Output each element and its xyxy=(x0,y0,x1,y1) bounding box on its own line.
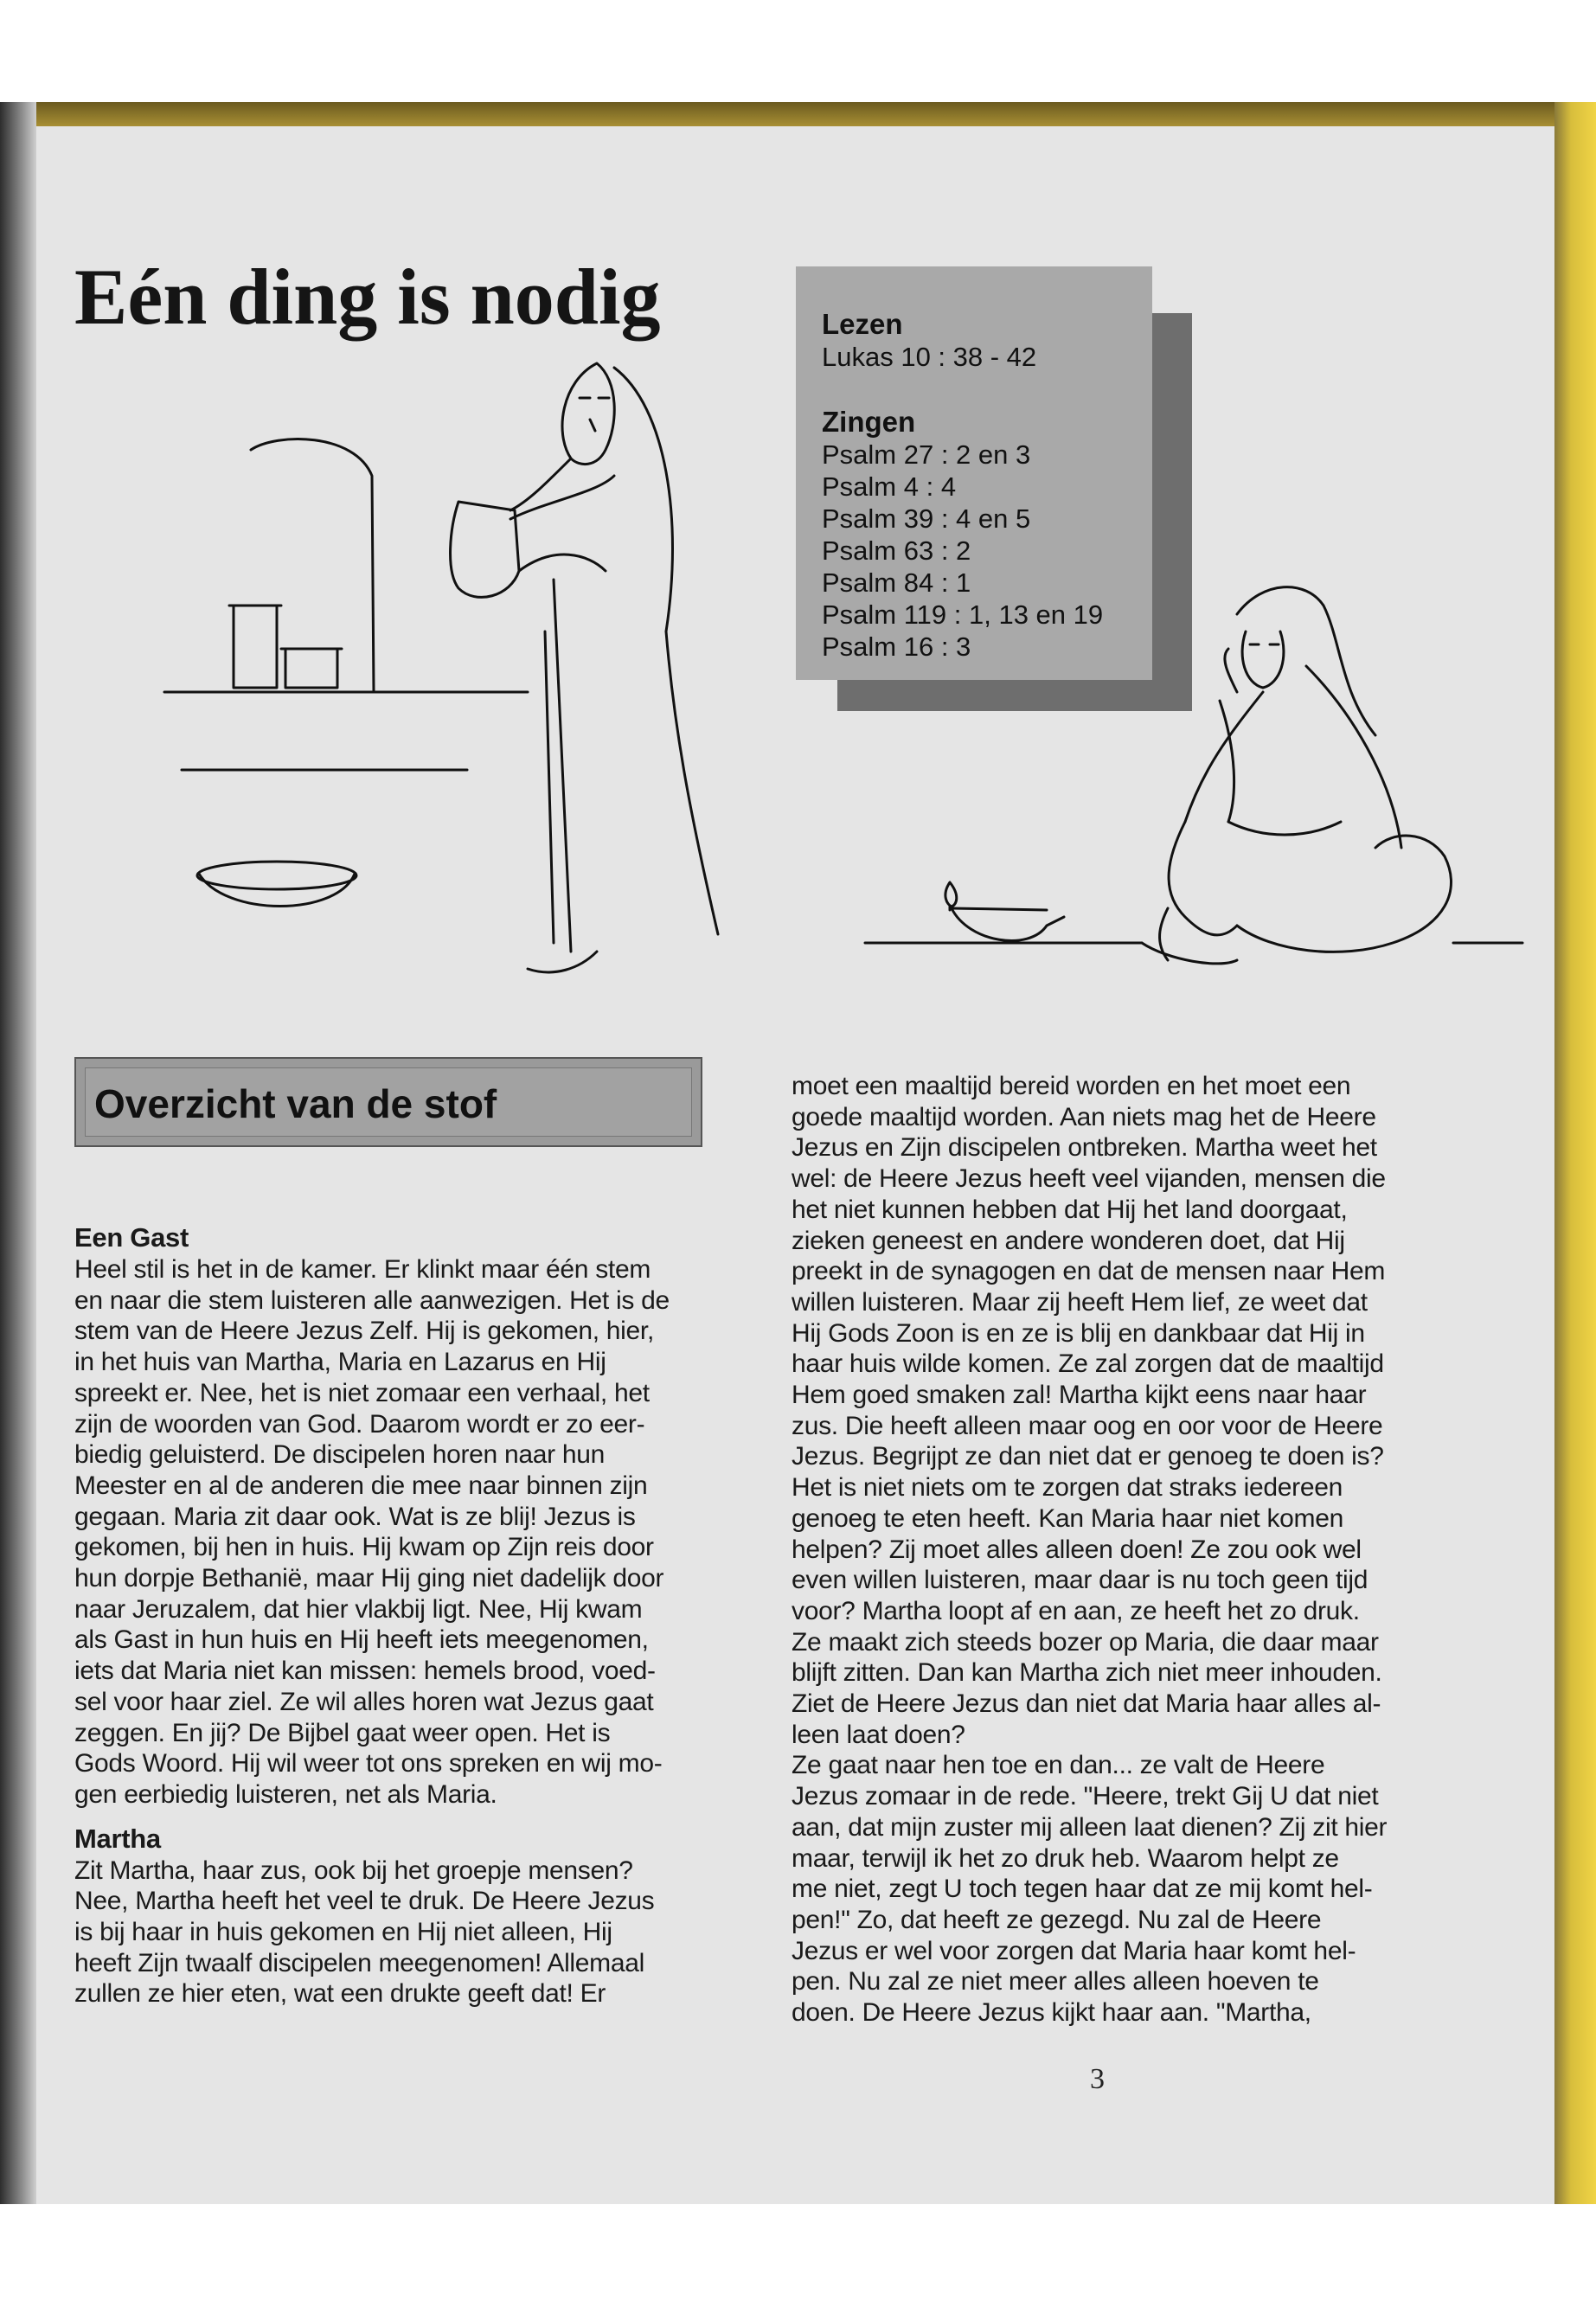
text-line: iets dat Maria niet kan missen: hemels brood, voed- xyxy=(74,1657,656,1686)
text-line: maar, terwijl ik het zo druk heb. Waarom helpt ze xyxy=(792,1843,1339,1873)
paragraph-martha xyxy=(74,1856,715,2010)
text-line: Zit Martha, haar zus, ook bij het groepje mensen? xyxy=(74,1856,633,1885)
text-line: pen!" Zo, dat heeft ze gezegd. Nu zal de Heere xyxy=(792,1905,1322,1934)
text-line: Heel stil is het in de kamer. Er klinkt maar één stem xyxy=(74,1255,651,1284)
section-heading: Overzicht van de stof xyxy=(85,1067,692,1137)
text-line: en naar die stem luisteren alle aanwezigen. Het is de xyxy=(74,1285,670,1315)
text-line: in het huis van Martha, Maria en Lazarus en Hij xyxy=(74,1348,606,1377)
text-line: leen laat doen? xyxy=(792,1720,965,1749)
text-line: Jezus. Begrijpt ze dan niet dat er genoeg te doen is? xyxy=(792,1442,1384,1471)
psalm-item: Psalm 63 : 2 xyxy=(822,535,971,566)
text-line: Jezus er wel voor zorgen dat Maria haar komt hel- xyxy=(792,1936,1356,1965)
text-line: spreekt er. Nee, het is niet zomaar een verhaal, het xyxy=(74,1378,650,1407)
psalm-item: Psalm 39 : 4 en 5 xyxy=(822,503,1031,534)
text-line: heeft Zijn twaalf discipelen meegenomen! Allemaal xyxy=(74,1948,645,1977)
maria-illustration xyxy=(856,562,1531,1012)
text-line: Meester en al de anderen die mee naar binnen zijn xyxy=(74,1471,648,1500)
text-line: gegaan. Maria zit daar ook. Wat is ze blij! Jezus is xyxy=(74,1502,636,1531)
text-line: het niet kunnen hebben dat Hij het land doorgaat, xyxy=(792,1195,1348,1224)
text-line: sel voor haar ziel. Ze wil alles horen wat Jezus gaat xyxy=(74,1687,654,1716)
page-number: 3 xyxy=(1090,2063,1105,2095)
text-line: willen luisteren. Maar zij heeft Hem lief, ze weet dat xyxy=(792,1287,1368,1317)
text-line: blijft zitten. Dan kan Martha zich niet meer inhouden. xyxy=(792,1658,1382,1688)
text-line: Hij Gods Zoon is en ze is blij en dankbaar dat Hij in xyxy=(792,1318,1365,1348)
text-line: Gods Woord. Hij wil weer tot ons spreken en wij mo- xyxy=(74,1749,663,1779)
paragraph-een-gast xyxy=(74,1254,715,1811)
text-line: Ziet de Heere Jezus dan niet dat Maria haar alles al- xyxy=(792,1689,1381,1719)
page-title: Eén ding is nodig xyxy=(74,253,661,341)
text-line: stem van de Heere Jezus Zelf. Hij is gekomen, hier, xyxy=(74,1317,654,1346)
paragraph-martha-continued xyxy=(792,1071,1432,1750)
book-edge-top xyxy=(0,102,1596,126)
text-line: goede maaltijd worden. Aan niets mag het de Heere xyxy=(792,1102,1376,1131)
text-line: Nee, Martha heeft het veel te druk. De Heere Jezus xyxy=(74,1887,655,1916)
text-line: zeggen. En jij? De Bijbel gaat weer open. Het is xyxy=(74,1718,611,1747)
subheading-martha: Martha xyxy=(74,1823,161,1854)
text-line: haar huis wilde komen. Ze zal zorgen dat de maaltijd xyxy=(792,1349,1384,1379)
text-line: even willen luisteren, maar daar is nu toch geen tijd xyxy=(792,1566,1368,1595)
psalm-item: Psalm 119 : 1, 13 en 19 xyxy=(822,599,1104,630)
text-line: naar Jeruzalem, dat hier vlakbij ligt. Nee, Hij kwam xyxy=(74,1594,643,1624)
book-edge-right xyxy=(1554,102,1596,2204)
text-line: preekt in de synagogen en dat de mensen naar Hem xyxy=(792,1257,1386,1286)
psalm-item: Psalm 4 : 4 xyxy=(822,471,957,502)
text-line: voor? Martha loopt af en aan, ze heeft het zo druk. xyxy=(792,1596,1360,1625)
text-line: is bij haar in huis gekomen en Hij niet alleen, Hij xyxy=(74,1918,612,1947)
text-line: pen. Nu zal ze niet meer alles alleen hoeven te xyxy=(792,1967,1319,1997)
text-line: hun dorpje Bethanië, maar Hij ging niet dadelijk door xyxy=(74,1564,664,1593)
singing-heading: Zingen xyxy=(822,406,916,438)
text-line: me niet, zegt U toch tegen haar dat ze mij komt hel- xyxy=(792,1875,1373,1904)
martha-illustration xyxy=(147,346,770,1038)
psalm-item: Psalm 27 : 2 en 3 xyxy=(822,439,1031,470)
subheading-een-gast: Een Gast xyxy=(74,1222,189,1253)
text-line: zus. Die heeft alleen maar oog en oor voor de Heere xyxy=(792,1411,1383,1440)
text-line: zieken geneest en andere wonderen doet, dat Hij xyxy=(792,1226,1345,1255)
text-line: moet een maaltijd bereid worden en het moet een xyxy=(792,1072,1351,1100)
text-line: als Gast in hun huis en Hij heeft iets meegenomen, xyxy=(74,1625,649,1655)
text-line: Het is niet niets om te zorgen dat straks iedereen xyxy=(792,1473,1343,1503)
text-line: Jezus en Zijn discipelen ontbreken. Martha weet het xyxy=(792,1133,1377,1163)
text-line: wel: de Heere Jezus heeft veel vijanden, mensen die xyxy=(792,1164,1386,1194)
psalm-item: Psalm 16 : 3 xyxy=(822,631,971,662)
text-line: zullen ze hier eten, wat een drukte geeft dat! Er xyxy=(74,1979,606,2009)
left-column xyxy=(74,1221,715,2009)
text-line: Jezus zomaar in de rede. "Heere, trekt Gij U dat niet xyxy=(792,1782,1379,1811)
text-line: biedig geluisterd. De discipelen horen naar hun xyxy=(74,1440,605,1470)
book-edge-left xyxy=(0,102,36,2204)
reading-reference: Lukas 10 : 38 - 42 xyxy=(822,342,1037,372)
text-line: zijn de woorden van God. Daarom wordt er zo eer- xyxy=(74,1409,645,1439)
text-line: gekomen, bij hen in huis. Hij kwam op Zijn reis door xyxy=(74,1533,654,1562)
psalm-item: Psalm 84 : 1 xyxy=(822,567,971,598)
text-line: helpen? Zij moet alles alleen doen! Ze zou ook wel xyxy=(792,1535,1362,1564)
text-line: aan, dat mijn zuster mij alleen laat dienen? Zij zit hier xyxy=(792,1812,1388,1842)
section-heading-box xyxy=(74,1057,702,1147)
text-line: doen. De Heere Jezus kijkt haar aan. "Martha, xyxy=(792,1998,1311,2028)
text-line: gen eerbiedig luisteren, net als Maria. xyxy=(74,1779,497,1809)
text-line: Ze gaat naar hen toe en dan... ze valt de Heere xyxy=(792,1751,1325,1780)
right-column xyxy=(792,1071,1432,2029)
text-line: Hem goed smaken zal! Martha kijkt eens naar haar xyxy=(792,1381,1367,1410)
text-line: genoeg te eten heeft. Kan Maria haar niet komen xyxy=(792,1503,1344,1533)
reading-heading: Lezen xyxy=(822,308,903,340)
text-line: Ze maakt zich steeds bozer op Maria, die daar maar xyxy=(792,1627,1379,1657)
paragraph-martha-speaks xyxy=(792,1750,1432,2028)
